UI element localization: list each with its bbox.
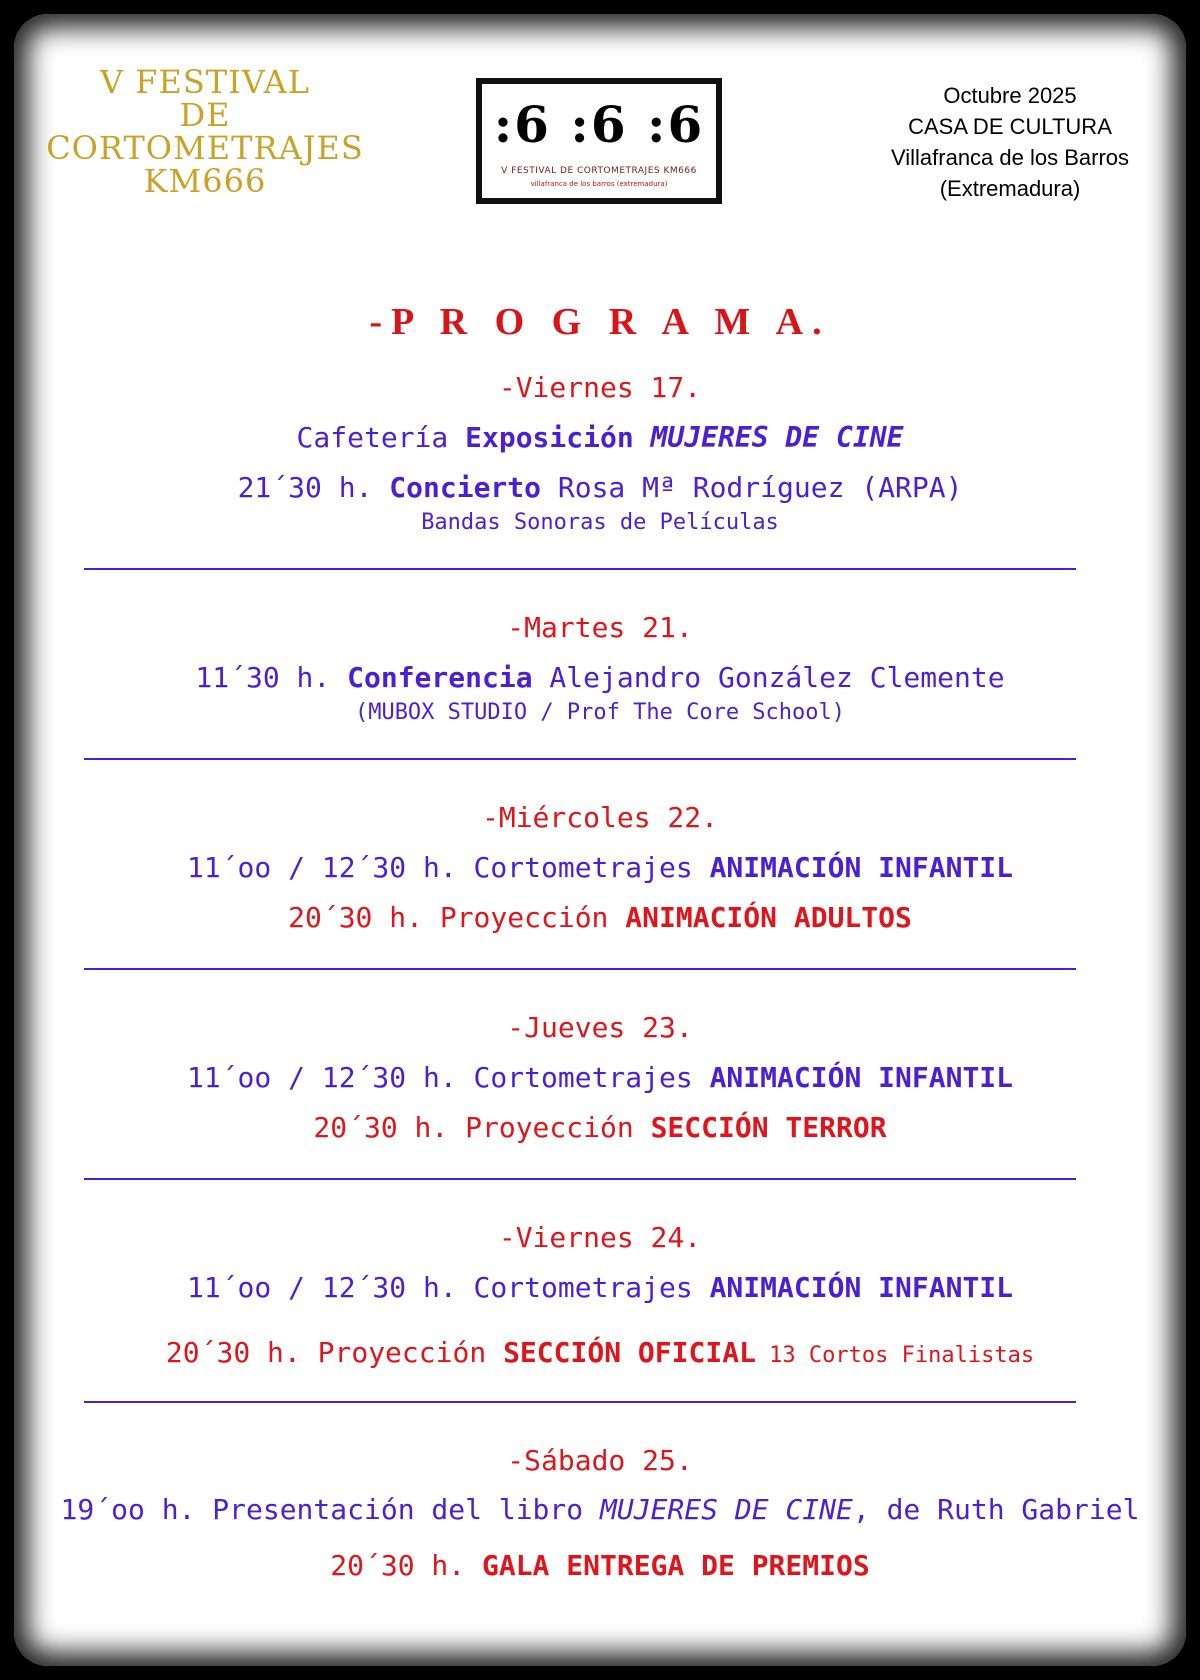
festival-logo (476, 78, 722, 204)
program-line (0, 1492, 1200, 1528)
text: Concierto (389, 471, 541, 504)
day-heading: -Viernes 24. (498, 1221, 702, 1254)
text: SECCIÓN TERROR (650, 1111, 887, 1144)
day-heading: -Viernes 17. (498, 371, 702, 404)
program-subline: (MUBOX STUDIO / Prof The Core School) (354, 700, 846, 725)
festival-title-line: CORTOMETRAJES (46, 129, 364, 167)
divider (84, 1401, 1076, 1403)
text: ANIMACIÓN INFANTIL (709, 1061, 1014, 1094)
text: 20´30 h. Proyección (313, 1111, 651, 1144)
text: Exposición (465, 421, 651, 454)
divider (84, 1178, 1076, 1180)
text: Cafetería (296, 421, 466, 454)
day-heading: -Jueves 23. (507, 1011, 693, 1044)
festival-title-line: KM666 (143, 162, 267, 200)
text: ANIMACIÓN ADULTOS (625, 901, 912, 934)
day-heading: -Miércoles 22. (481, 801, 718, 834)
program-line (0, 1335, 1200, 1374)
poster-paper (14, 14, 1186, 1666)
text: ANIMACIÓN INFANTIL (709, 1271, 1014, 1304)
festival-title-line: DE (179, 96, 231, 134)
text: 11´30 h. (195, 661, 348, 694)
text: , de Ruth Gabriel (852, 1493, 1140, 1526)
text: 20´30 h. Proyección (165, 1336, 504, 1369)
text: Conferencia (347, 661, 533, 694)
event-region: (Extremadura) (939, 176, 1081, 201)
text: GALA ENTREGA DE PREMIOS (481, 1549, 870, 1582)
text: SECCIÓN OFICIAL (503, 1336, 756, 1369)
program-line (0, 660, 1200, 696)
text: Rosa Mª Rodríguez (ARPA) (541, 471, 963, 504)
divider (84, 758, 1076, 760)
program-line (0, 420, 1200, 456)
programa-title: -P R O G R A M A. (369, 301, 831, 343)
divider (84, 568, 1076, 570)
text: MUJERES DE CINE (650, 421, 904, 454)
program-line (0, 1270, 1200, 1306)
divider (84, 968, 1076, 970)
text: 20´30 h. Proyección (288, 901, 626, 934)
text: 19´oo h. Presentación del libro (60, 1493, 600, 1526)
event-venue: CASA DE CULTURA (908, 114, 1112, 139)
text: 20´30 h. (330, 1549, 482, 1582)
program-line (0, 900, 1200, 936)
event-date: Octubre 2025 (943, 83, 1077, 108)
program-line (0, 850, 1200, 886)
event-info (870, 80, 1150, 204)
text: 11´oo / 12´30 h. Cortometrajes (186, 1271, 710, 1304)
program-line (0, 1060, 1200, 1096)
festival-title (40, 63, 370, 200)
program-line (0, 1110, 1200, 1146)
text: MUJERES DE CINE (599, 1493, 853, 1526)
logo-subcaption: villafranca de los barros (extremadura) (530, 180, 668, 188)
text: ANIMACIÓN INFANTIL (709, 851, 1014, 884)
program-line (0, 1548, 1200, 1584)
event-town: Villafranca de los Barros (890, 145, 1130, 170)
text: Alejandro González Clemente (532, 661, 1005, 694)
text: 11´oo / 12´30 h. Cortometrajes (186, 1061, 710, 1094)
program-line (0, 470, 1200, 506)
festival-title-line: V FESTIVAL (99, 63, 311, 101)
logo-caption: V FESTIVAL DE CORTOMETRAJES KM666 (501, 166, 697, 176)
day-heading: -Martes 21. (507, 611, 693, 644)
logo-mark: :6 :6 :6 (493, 95, 705, 154)
text: 11´oo / 12´30 h. Cortometrajes (186, 851, 710, 884)
text: 13 Cortos Finalistas (755, 1343, 1035, 1368)
program-subline: Bandas Sonoras de Películas (421, 510, 779, 535)
day-heading: -Sábado 25. (507, 1444, 693, 1477)
text: 21´30 h. (237, 471, 390, 504)
